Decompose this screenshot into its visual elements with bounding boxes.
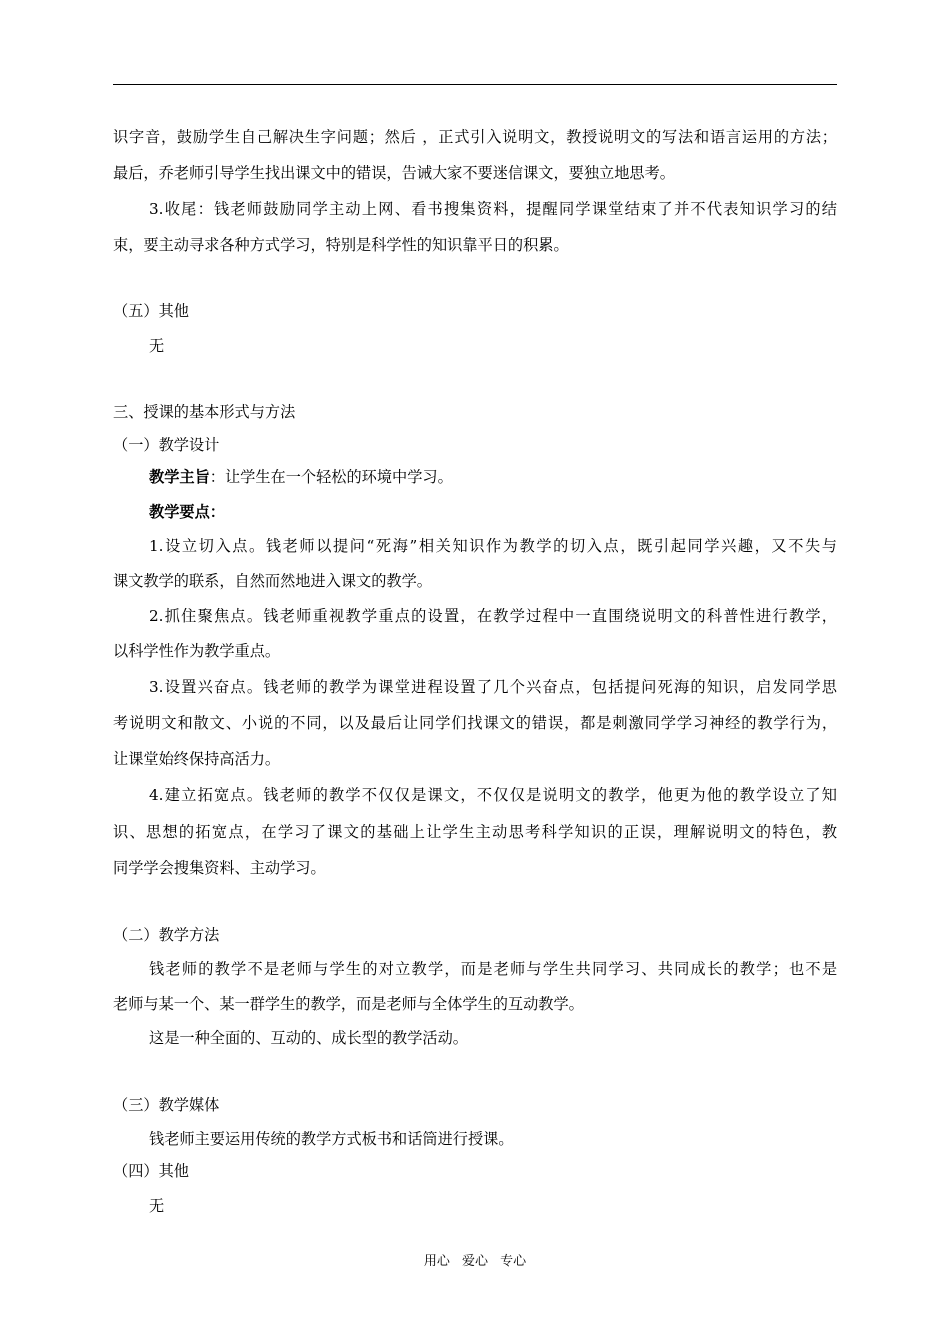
body-line: 束，要主动寻求各种方式学习，特别是科学性的知识靠平日的积累。	[113, 236, 569, 254]
teaching-points-colon: ：	[209, 503, 225, 521]
teaching-aim-text: ：让学生在一个轻松的环境中学习。	[209, 468, 453, 486]
point-2-line: 以科学性作为教学重点。	[113, 642, 281, 660]
section-body-other-4: 无	[149, 1197, 165, 1215]
chapter-title: 三、授课的基本形式与方法	[113, 403, 296, 421]
body-line: 最后，乔老师引导学生找出课文中的错误，告诫大家不要迷信课文，要独立地思考。	[113, 164, 675, 182]
method-line: 钱老师的教学不是老师与学生的对立教学，而是老师与学生共同学习、共同成长的教学；也不是	[149, 960, 837, 978]
header-rule	[113, 84, 837, 85]
point-3-line: 让课堂始终保持高活力。	[113, 750, 281, 768]
method-line: 这是一种全面的、互动的、成长型的教学活动。	[149, 1029, 468, 1047]
page-footer: 用心 爱心 专心	[423, 1254, 527, 1269]
body-line: 识字音，鼓励学生自己解决生字问题；然后 ，正式引入说明文，教授说明文的写法和语言运用的方法；	[113, 128, 837, 146]
teaching-points-label: 教学要点	[149, 503, 210, 521]
section-heading-other-4: （四）其他	[113, 1162, 189, 1180]
point-4-line: 同学学会搜集资料、主动学习。	[113, 859, 326, 877]
teaching-aim-label: 教学主旨	[149, 468, 210, 486]
point-3-line: 考说明文和散文、小说的不同，以及最后让同学们找课文的错误，都是刺激同学学习神经的教学行为，	[113, 714, 837, 732]
media-body: 钱老师主要运用传统的教学方式板书和话筒进行授课。	[149, 1130, 514, 1148]
method-line: 老师与某一个、某一群学生的教学，而是老师与全体学生的互动教学。	[113, 995, 584, 1013]
point-2-line: 2.抓住聚焦点。钱老师重视教学重点的设置，在教学过程中一直围绕说明文的科普性进行教学，	[149, 607, 837, 625]
point-4-line: 4.建立拓宽点。钱老师的教学不仅仅是课文，不仅仅是说明文的教学，他更为他的教学设立了知	[149, 786, 837, 804]
section-heading-design: （一）教学设计	[113, 436, 220, 454]
section-heading-method: （二）教学方法	[113, 926, 220, 944]
point-1-line: 1.设立切入点。钱老师以提问“死海”相关知识作为教学的切入点，既引起同学兴趣，又不失与	[149, 537, 837, 555]
point-1-line: 课文教学的联系，自然而然地进入课文的教学。	[113, 572, 432, 590]
point-4-line: 识、思想的拓宽点，在学习了课文的基础上让学生主动思考科学知识的正误，理解说明文的特色，教	[113, 823, 837, 841]
section-heading-other-5: （五）其他	[113, 302, 189, 320]
teaching-aim	[149, 467, 453, 487]
section-body-other-5: 无	[149, 337, 165, 355]
body-line: 3.收尾：钱老师鼓励同学主动上网、看书搜集资料，提醒同学课堂结束了并不代表知识学习的结	[149, 200, 837, 218]
teaching-points	[149, 502, 225, 522]
point-3-line: 3.设置兴奋点。钱老师的教学为课堂进程设置了几个兴奋点，包括提问死海的知识，启发同学思	[149, 678, 837, 696]
section-heading-media: （三）教学媒体	[113, 1096, 220, 1114]
